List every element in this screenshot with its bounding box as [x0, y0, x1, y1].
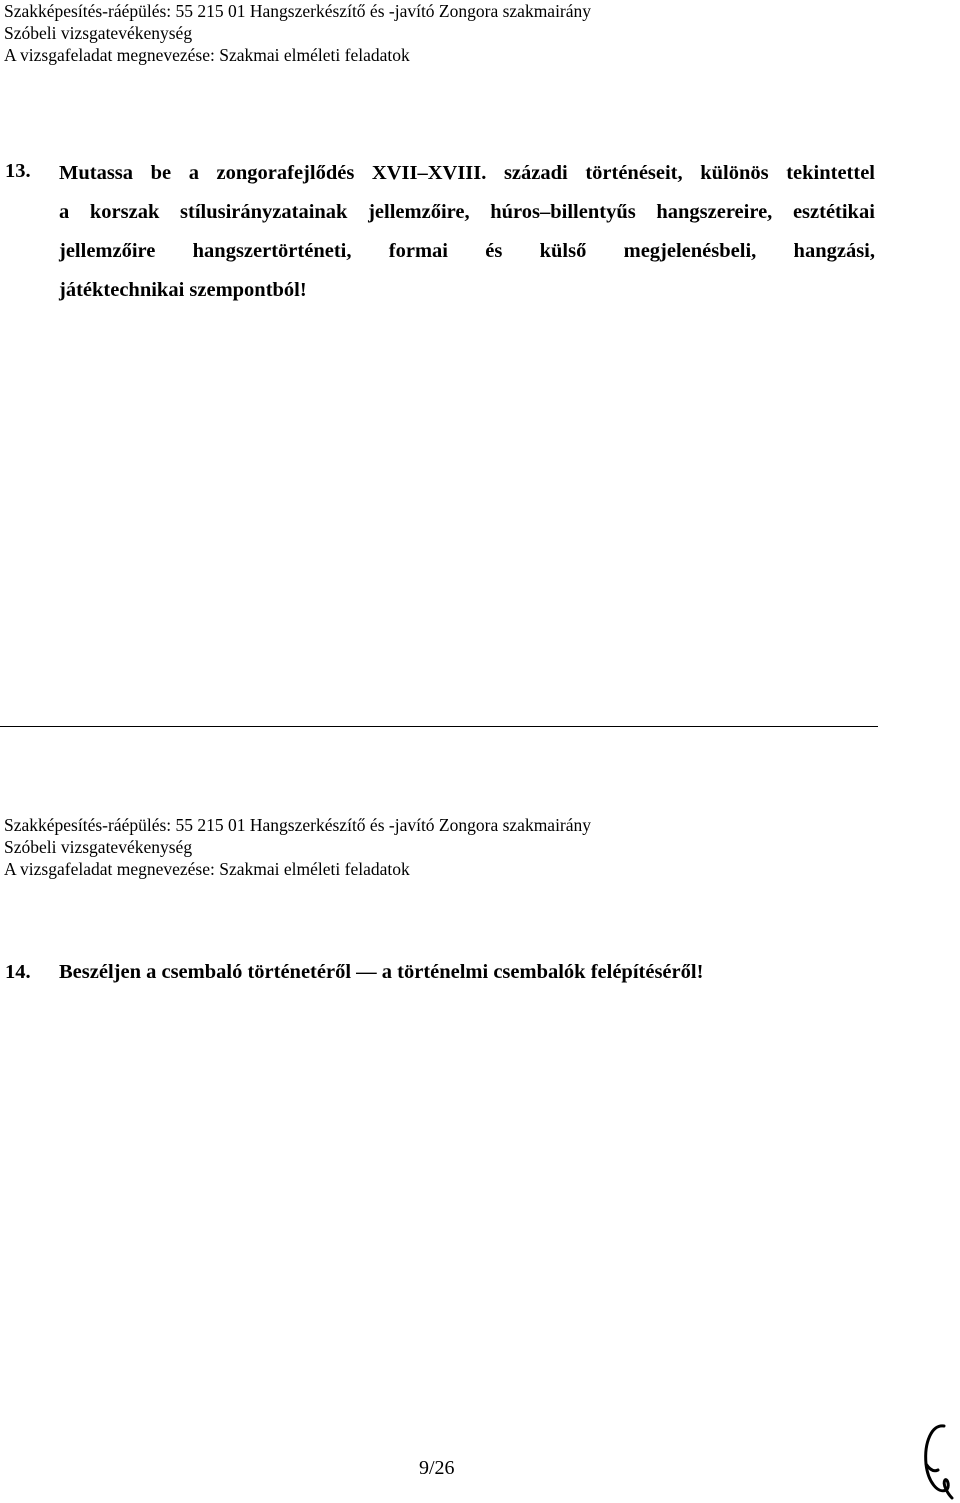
task-13-line-4: játéktechnikai szempontból! [59, 279, 307, 301]
word: jellemzőire [59, 240, 156, 262]
task-14-text: Beszéljen a csembaló történetéről — a történelmi csembalók felépítéséről! [59, 961, 704, 983]
word: a [59, 201, 70, 223]
word: korszak [89, 201, 160, 223]
task-13-number: 13. [5, 160, 31, 182]
task-13-line-1 [59, 160, 875, 186]
word: és [485, 240, 503, 262]
word: külső [539, 240, 587, 262]
word: történéseit, [585, 162, 683, 184]
header-activity: Szóbeli vizsgatevékenység [4, 837, 193, 857]
task-13-line-3 [59, 238, 875, 264]
page-number: 9/26 [419, 1457, 455, 1479]
header-qualification: Szakképesítés-ráépülés: 55 215 01 Hangszerkészítő és -javító Zongora szakmairány [4, 1, 592, 21]
word: Mutassa [59, 162, 134, 184]
word: XVII–XVIII. [371, 162, 487, 184]
task-13-line-2 [59, 199, 875, 225]
word: hangszertörténeti, [192, 240, 352, 262]
word: megjelenésbeli, [623, 240, 757, 262]
word: századi [503, 162, 568, 184]
word: formai [388, 240, 448, 262]
word: zongorafejlődés [216, 162, 355, 184]
word: stílusirányzatainak [180, 201, 348, 223]
word: húros–billentyűs [490, 201, 636, 223]
document-header-top [4, 0, 591, 66]
header-qualification: Szakképesítés-ráépülés: 55 215 01 Hangszerkészítő és -javító Zongora szakmairány [4, 815, 592, 835]
task-14-number: 14. [5, 961, 31, 983]
header-activity: Szóbeli vizsgatevékenység [4, 23, 193, 43]
word: különös [700, 162, 769, 184]
document-header-bottom [4, 814, 591, 880]
word: jellemzőire, [368, 201, 470, 223]
word: esztétikai [792, 201, 875, 223]
header-task-title: A vizsgafeladat megnevezése: Szakmai elméleti feladatok [4, 859, 410, 879]
word: hangzási, [793, 240, 875, 262]
word: a [188, 162, 199, 184]
handwritten-signature [918, 1420, 960, 1503]
page-separator-line [0, 726, 878, 727]
header-task-title: A vizsgafeladat megnevezése: Szakmai elméleti feladatok [4, 45, 410, 65]
word: hangszereire, [656, 201, 773, 223]
word: be [150, 162, 172, 184]
word: tekintettel [786, 162, 875, 184]
